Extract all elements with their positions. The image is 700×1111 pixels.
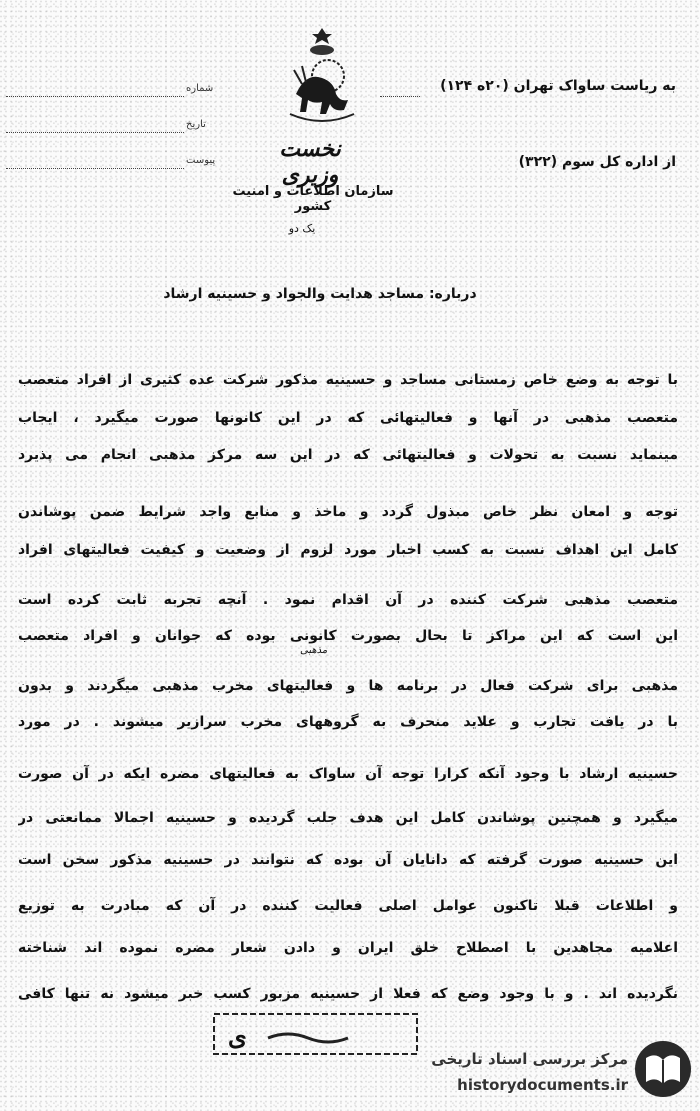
body-line: نگردیده اند . و با وجود وضع که فعلا از حسینیه مزبور کسب خبر میشود نه تنها کافی — [18, 986, 678, 1002]
attachment-label: پیوست — [186, 155, 216, 166]
stamp-handwriting: ی — [228, 1022, 247, 1051]
handwritten-annotation: مذهبی — [300, 645, 328, 656]
attachment-field-line — [6, 168, 184, 169]
book-logo-icon — [632, 1038, 694, 1100]
body-line: با توجه به وضع خاص زمستانی مساجد و حسینیه مذکور شرکت عده کثیری از افراد متعصب — [18, 372, 678, 388]
body-line: متعصب مذهبی در آنها و فعالیتهائی که در این کانونها صورت میگیرد ، ایجاب — [18, 410, 678, 426]
body-line: با در یافت تجارب و علاید منحرف به گروههای مخرب سرازیر میشوند . در مورد — [18, 714, 678, 730]
date-label: تاریخ — [186, 119, 206, 130]
body-line: مذهبی برای شرکت فعال در برنامه ها و فعالیتهای مخرب مذهبی میگردند و بدون — [18, 678, 678, 694]
recipient-line-2: از اداره کل سوم (۳۲۲) — [518, 154, 676, 170]
body-line: متعصب مذهبی شرکت کننده در آن اقدام نمود . آنچه تجربه ثابت کرده است — [18, 592, 678, 608]
body-line: مینماید نسبت به تحولات و فعالیتهائی که در این سه مرکز مذهبی انجام می پذیرد — [18, 447, 678, 463]
number-label: شماره — [186, 83, 214, 94]
number-field-line — [6, 96, 184, 97]
lion-and-sun-emblem-icon — [282, 24, 362, 130]
department-code: یک دو — [288, 222, 316, 235]
watermark-title: مرکز بررسی اسناد تاریخی — [431, 1050, 628, 1068]
body-line: این حسینیه صورت گرفته که دانایان آن بوده که نتوانند در حسینیه مذکور سخن است — [18, 852, 678, 868]
body-line: این است که این مراکز تا بحال بصورت کانونی بوده که جوانان و افراد متعصب — [18, 628, 678, 644]
body-line: حسینیه ارشاد با وجود آنکه کرارا توجه آن ساواک به فعالیتهای مضره ایکه در آن صورت — [18, 766, 678, 782]
body-line: کامل این اهداف نسبت به کسب اخبار مورد لزوم از وضعیت و کیفیت فعالیتهای افراد — [18, 542, 678, 558]
body-line: توجه و امعان نظر خاص مبذول گردد و ماخذ و منابع واجد شرایط ضمن پوشاندن — [18, 504, 678, 520]
watermark-url: historydocuments.ir — [457, 1076, 628, 1094]
subject-line: درباره: مساجد هدایت والجواد و حسینیه ارشاد — [163, 286, 477, 302]
ministry-title: نخست وزیری — [279, 136, 341, 188]
date-field-line — [6, 132, 184, 133]
recipient-line-1-dots — [380, 96, 420, 97]
body-line: اعلامیه مجاهدین با اصطلاح خلق ایران و دادن شعار مضره نموده اند شناخته — [18, 940, 678, 956]
body-line: و اطلاعات قبلا تاکنون عوامل اصلی فعالیت کننده در آن که مبادرت به توزیع — [18, 898, 678, 914]
body-line: میگیرد و همچنین پوشاندن کامل این هدف جلب گردیده و حسینیه اجمالا ممانعتی در — [18, 810, 678, 826]
organization-name: سازمان اطلاعات و امنیت کشور — [232, 184, 394, 214]
recipient-line-1: به ریاست ساواک تهران (۲۰ه ۱۲۴) — [440, 78, 676, 94]
